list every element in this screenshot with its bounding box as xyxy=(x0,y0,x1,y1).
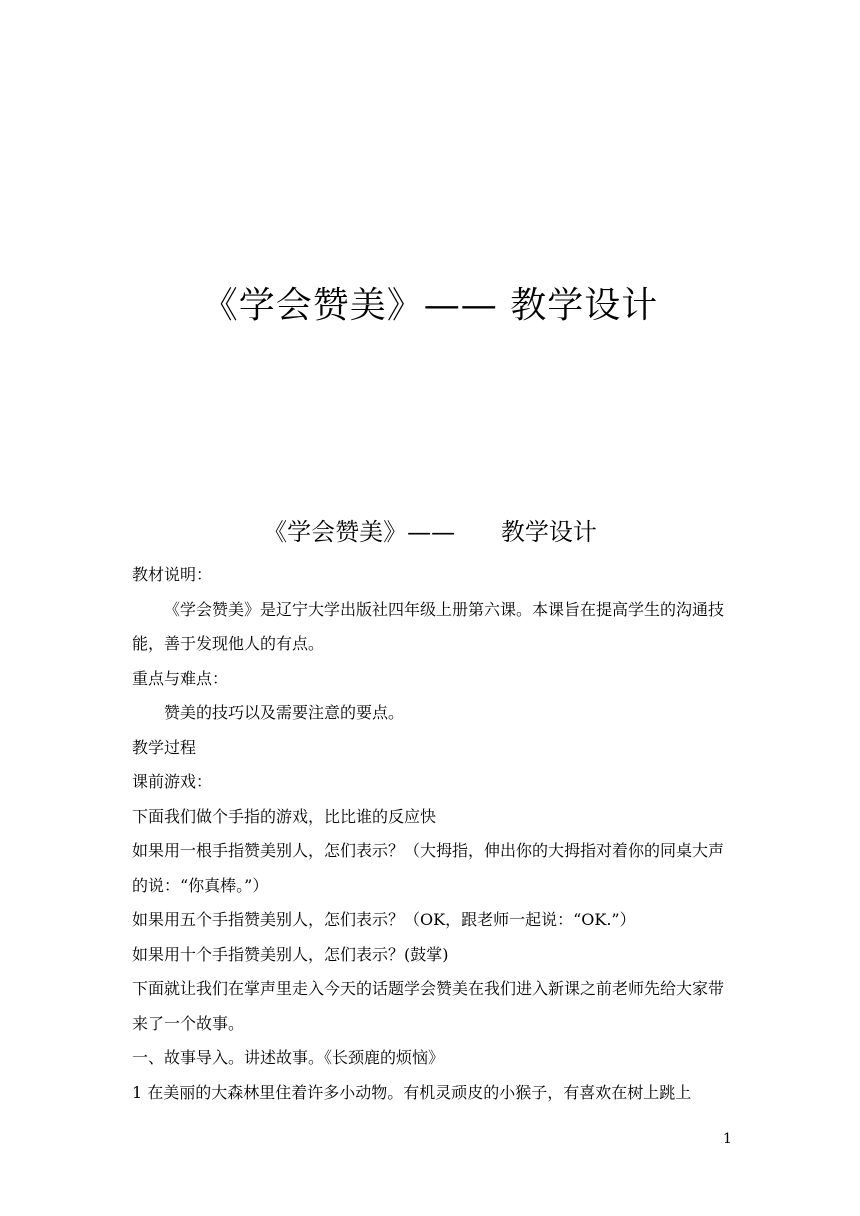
paragraph-heading-game: 课前游戏： xyxy=(132,772,213,791)
paragraph-five-fingers: 如果用五个手指赞美别人，怎们表示？（OK，跟老师一起说：“OK.”） xyxy=(132,910,636,929)
section-title: 《学会赞美》—— 教学设计 xyxy=(263,518,597,546)
paragraph-ten-fingers: 如果用十个手指赞美别人，怎们表示？(鼓掌) xyxy=(132,944,449,964)
paragraph-heading-key-points: 重点与难点： xyxy=(132,668,229,688)
paragraph-game-intro: 下面我们做个手指的游戏，比比谁的反应快 xyxy=(132,806,437,826)
paragraph-materials-description: 《学会赞美》是辽宁大学出版社四年级上册第六课。本课旨在提高学生的沟通技能，善于发现他人的有点。 xyxy=(132,599,725,653)
paragraph-key-points: 赞美的技巧以及需要注意的要点。 xyxy=(164,703,405,722)
page-number: 1 xyxy=(723,1131,732,1147)
paragraph-one-finger: 如果用一根手指赞美别人，怎们表示？（大拇指，伸出你的大拇指对着你的同桌大声的说：“你真棒。”） xyxy=(132,841,725,895)
paragraph-story-start: 1 在美丽的大森林里住着许多小动物。有机灵顽皮的小猴子，有喜欢在树上跳上 xyxy=(132,1082,692,1102)
paragraph-story-heading: 一、故事导入。讲述故事。《长颈鹿的烦恼》 xyxy=(132,1048,445,1067)
paragraph-transition: 下面就让我们在掌声里走入今天的话题学会赞美在我们进入新课之前老师先给大家带来了一个故事。 xyxy=(132,979,725,1033)
paragraph-heading-process: 教学过程 xyxy=(132,737,197,757)
paragraph-heading-materials: 教材说明： xyxy=(132,565,213,584)
document-body xyxy=(132,558,732,1110)
document-title: 《学会赞美》—— 教学设计 xyxy=(201,285,659,326)
